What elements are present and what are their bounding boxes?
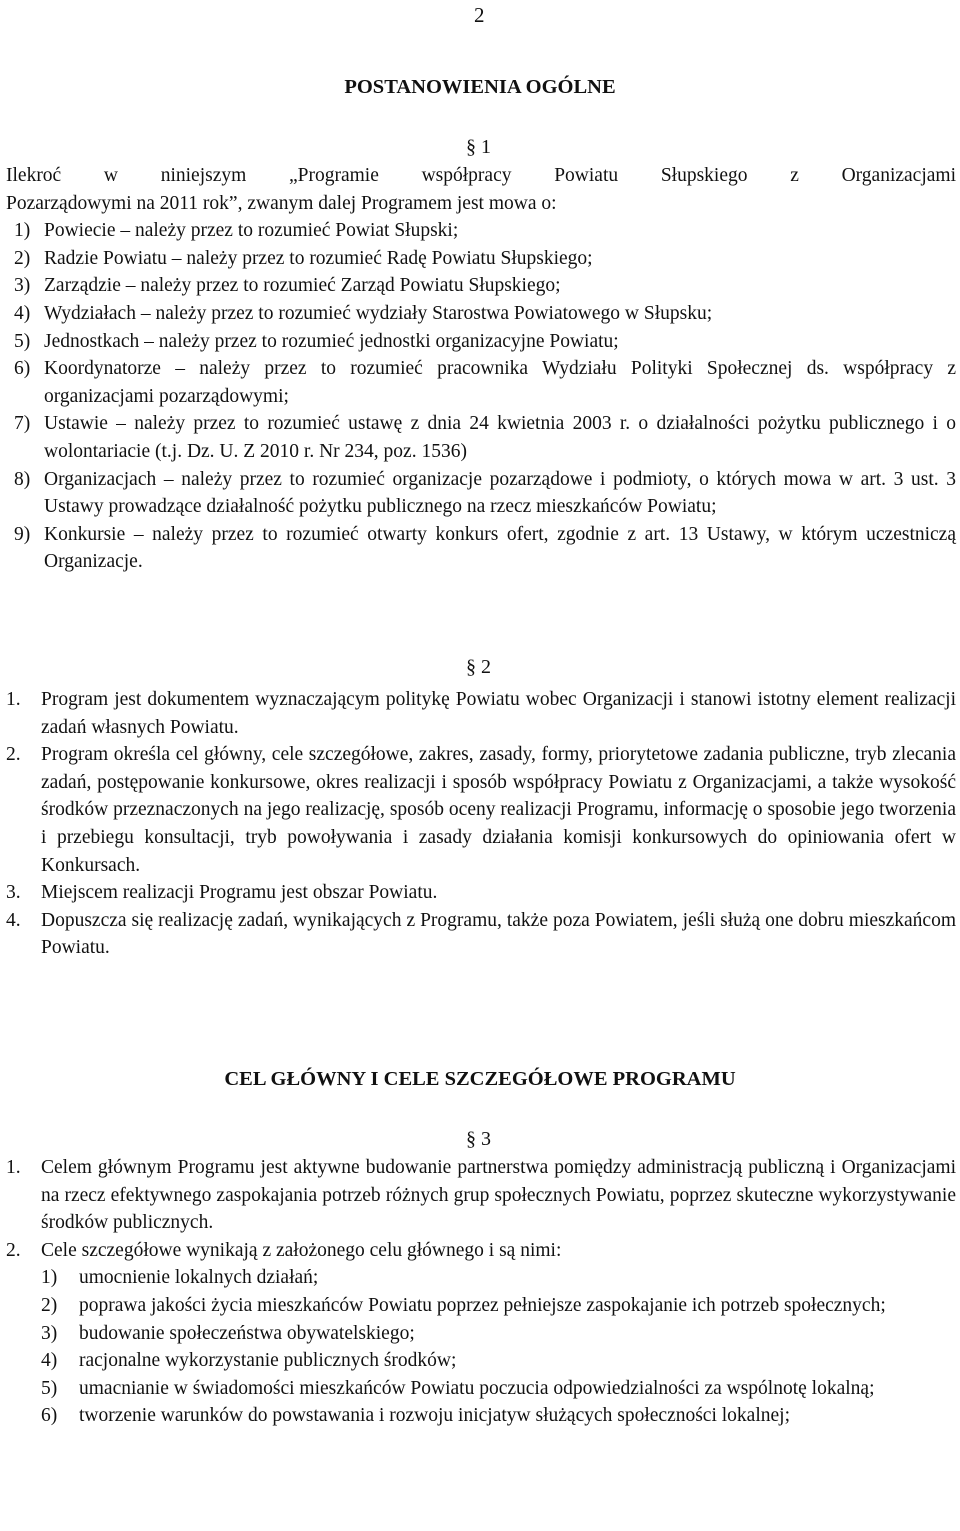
section3-item-number: 1. <box>6 1157 21 1178</box>
section1-body <box>6 162 956 576</box>
definition-item-number: 3) <box>14 275 31 297</box>
section2-item-text: Program określa cel główny, cele szczegółowe, zakres, zasady, formy, priorytetowe zadania publiczne, tryb zlecania zadań, postępowanie konkursowe, okres realizacji i sposób współpracy Powiatu z Organizacjami, a także wysokość środków przeznaczonych na jego realizację, sposób oceny realizacji Programu, informację o sposobie jego tworzenia i przebiegu konsultacji, tryb powoływania i zasady działania komisji konkursowych do opiniowania ofert w Konkursach. <box>41 744 956 876</box>
definition-item-number: 7) <box>14 413 31 435</box>
goal-subitem-number: 2) <box>41 1294 58 1316</box>
definition-item <box>14 355 956 410</box>
goal-subitem-number: 6) <box>41 1405 58 1427</box>
definition-item <box>14 521 956 576</box>
definition-item-number: 2) <box>14 247 31 269</box>
definitions-list <box>6 217 956 576</box>
paragraph-symbol-1: § 1 <box>466 136 491 158</box>
section-heading-main-goal: CEL GŁÓWNY I CELE SZCZEGÓŁOWE PROGRAMU <box>224 1068 736 1090</box>
definition-item-number: 4) <box>14 302 31 324</box>
section2-item-text: Dopuszcza się realizację zadań, wynikających z Programu, także poza Powiatem, jeśli służą one dobru mieszkańcom Powiatu. <box>41 909 956 959</box>
definition-item-number: 6) <box>14 358 31 380</box>
section2-list <box>6 686 956 962</box>
section2-item <box>6 741 956 879</box>
section2-item <box>6 907 956 962</box>
section2-body <box>6 686 956 962</box>
definition-item-number: 8) <box>14 468 31 490</box>
definition-item <box>14 217 956 245</box>
section-heading-general-provisions: POSTANOWIENIA OGÓLNE <box>344 76 616 98</box>
section3-item <box>6 1237 956 1265</box>
goal-subitem-number: 1) <box>41 1267 58 1289</box>
goal-subitem-number: 5) <box>41 1377 58 1399</box>
section3-list <box>6 1154 956 1264</box>
goal-subitem <box>41 1402 956 1430</box>
section2-item-number: 1. <box>6 689 21 710</box>
section2-item <box>6 879 956 907</box>
goal-subitem-text: tworzenie warunków do powstawania i rozwoju inicjatyw służących społeczności lokalnej; <box>79 1405 790 1427</box>
goal-subitem <box>41 1375 956 1403</box>
definition-item <box>14 466 956 521</box>
goal-subitem <box>41 1292 956 1320</box>
page-number: 2 <box>474 3 485 27</box>
section2-item-number: 3. <box>6 882 21 904</box>
goal-subitem-text: umocnienie lokalnych działań; <box>79 1267 319 1289</box>
goal-subitem-text: poprawa jakości życia mieszkańców Powiatu poprzez pełniejsze zaspokajanie ich potrzeb społecznych; <box>79 1294 886 1316</box>
definition-item-number: 1) <box>14 220 31 242</box>
section3-sublist <box>6 1264 956 1430</box>
definition-item-number: 5) <box>14 330 31 352</box>
goal-subitem <box>41 1264 956 1292</box>
paragraph-symbol-2: § 2 <box>466 656 491 678</box>
definition-item <box>14 328 956 356</box>
goal-subitem-text: racjonalne wykorzystanie publicznych środków; <box>79 1350 457 1372</box>
intro-line-2: Pozarządowymi na 2011 rok”, zwanym dalej Programem jest mowa o: <box>6 192 557 214</box>
intro-line-1: Ilekroć w niniejszym „Programie współpracy Powiatu Słupskiego z Organizacjami <box>6 165 956 186</box>
definition-item-text: Konkursie – należy przez to rozumieć otwarty konkurs ofert, zgodnie z art. 13 Ustawy, w którym uczestniczą Organizacje. <box>44 523 956 573</box>
definition-item-text: Koordynatorze – należy przez to rozumieć pracownika Wydziału Polityki Społecznej ds. współpracy z organizacjami pozarządowymi; <box>44 358 956 407</box>
definition-item-text: Organizacjach – należy przez to rozumieć organizacje pozarządowe i podmioty, o których mowa w art. 3 ust. 3 Ustawy prowadzące działalność pożytku publicznego na rzecz mieszkańców Powiatu; <box>44 468 956 518</box>
section2-item-number: 2. <box>6 744 21 766</box>
goal-subitem-text: umacnianie w świadomości mieszkańców Powiatu poczucia odpowiedzialności za wspólnotę lokalną; <box>79 1377 875 1399</box>
definition-item <box>14 410 956 465</box>
goal-subitem <box>41 1320 956 1348</box>
section3-item-text: Celem głównym Programu jest aktywne budowanie partnerstwa pomiędzy administracją publiczną i Organizacjami na rzecz efektywnego zaspokajania potrzeb różnych grup społecznych Powiatu, poprzez skuteczne wykorzystywanie środków publicznych. <box>41 1157 956 1234</box>
definition-item-text: Powiecie – należy przez to rozumieć Powiat Słupski; <box>44 220 459 242</box>
section2-item-text: Miejscem realizacji Programu jest obszar Powiatu. <box>41 882 438 904</box>
section3-item-text: Cele szczegółowe wynikają z założonego celu głównego i są nimi: <box>41 1239 562 1261</box>
section2-item-number: 4. <box>6 909 21 931</box>
definition-item <box>14 300 956 328</box>
goal-subitem <box>41 1347 956 1375</box>
section3-body <box>6 1154 956 1430</box>
section3-item-number: 2. <box>6 1239 21 1261</box>
definition-item-text: Ustawie – należy przez to rozumieć ustawę z dnia 24 kwietnia 2003 r. o działalności pożytku publicznego i o wolontariacie (t.j. Dz. U. Z 2010 r. Nr 234, poz. 1536) <box>44 413 956 462</box>
section3-item <box>6 1154 956 1237</box>
paragraph-symbol-3: § 3 <box>466 1128 491 1150</box>
definition-item <box>14 245 956 273</box>
section2-item <box>6 686 956 741</box>
definition-item-text: Zarządzie – należy przez to rozumieć Zarząd Powiatu Słupskiego; <box>44 275 561 297</box>
definition-item-number: 9) <box>14 523 31 545</box>
definition-item-text: Jednostkach – należy przez to rozumieć jednostki organizacyjne Powiatu; <box>44 330 619 352</box>
definition-item-text: Radzie Powiatu – należy przez to rozumieć Radę Powiatu Słupskiego; <box>44 247 593 269</box>
definition-item-text: Wydziałach – należy przez to rozumieć wydziały Starostwa Powiatowego w Słupsku; <box>44 302 713 324</box>
goal-subitem-number: 3) <box>41 1322 58 1344</box>
goal-subitem-text: budowanie społeczeństwa obywatelskiego; <box>79 1322 415 1344</box>
section2-item-text: Program jest dokumentem wyznaczającym politykę Powiatu wobec Organizacji i stanowi istotny element realizacji zadań własnych Powiatu. <box>41 689 956 738</box>
goal-subitem-number: 4) <box>41 1350 58 1372</box>
definition-item <box>14 272 956 300</box>
